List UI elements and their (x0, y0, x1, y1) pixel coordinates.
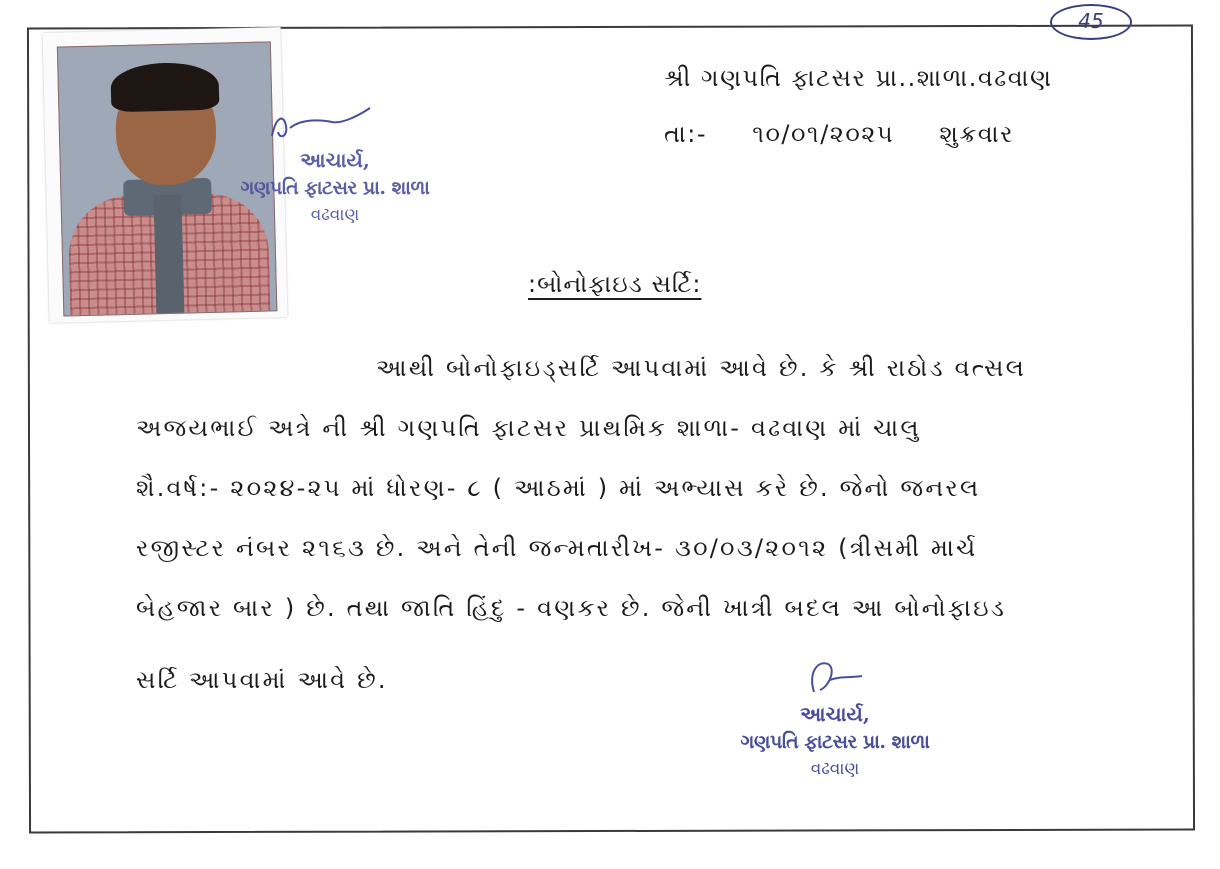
stamp-school: ગણપતિ ફાટસર પ્રા. શાળા (240, 177, 430, 199)
stamp-place: વઢવાણ (310, 204, 360, 225)
date-value: ૧૦/૦૧/૨૦૨૫ (752, 120, 895, 148)
body-line: શૈ.વર્ષ:- ૨૦૨૪-૨૫ માં ધોરણ- ૮ ( આઠમાં ) માં અભ્યાસ કરે છે. જેનો જનરલ (136, 474, 981, 502)
signature-bottom (800, 652, 870, 702)
body-line: અજયભાઈ અત્રે ની શ્રી ગણપતિ ફાટસર પ્રાથમિક શાળા- વઢવાણ માં ચાલુ (136, 414, 921, 442)
date-label: તા:- (664, 120, 708, 148)
certificate-heading: :બોનોફાઇડ સર્ટિ: (528, 270, 702, 298)
body-line: સર્ટિ આપવામાં આવે છે. (136, 666, 388, 694)
principal-stamp-top (190, 146, 480, 227)
body-line: આથી બોનોફાઇડ્સર્ટિ આપવામાં આવે છે. કે શ્રી રાઠોડ વત્સલ (376, 354, 1027, 382)
stamp-place: વઢવાણ (810, 758, 860, 779)
date-line (664, 120, 1014, 148)
school-header: શ્રી ગણપતિ ફાટસર પ્રા..શાળા.વઢવાણ (664, 64, 1053, 92)
page-number: 45 (1050, 4, 1132, 40)
body-line: બેહજાર બાર ) છે. તથા જાતિ હિંદુ - વણકર છે. જેની ખાત્રી બદલ આ બોનોફાઇડ (136, 594, 1007, 622)
stamp-title: આચાર્ય, (800, 702, 870, 726)
date-day: શુક્રવાર (939, 120, 1015, 148)
stamp-title: આચાર્ય, (300, 148, 370, 172)
principal-stamp-bottom (680, 700, 990, 781)
stamp-school: ગણપતિ ફાટસર પ્રા. શાળા (740, 731, 930, 753)
body-line: રજીસ્ટર નંબર ૨૧૬૩ છે. અને તેની જન્મતારીખ- ૩૦/૦૩/૨૦૧૨ (ત્રીસમી માર્ચ (136, 534, 978, 562)
